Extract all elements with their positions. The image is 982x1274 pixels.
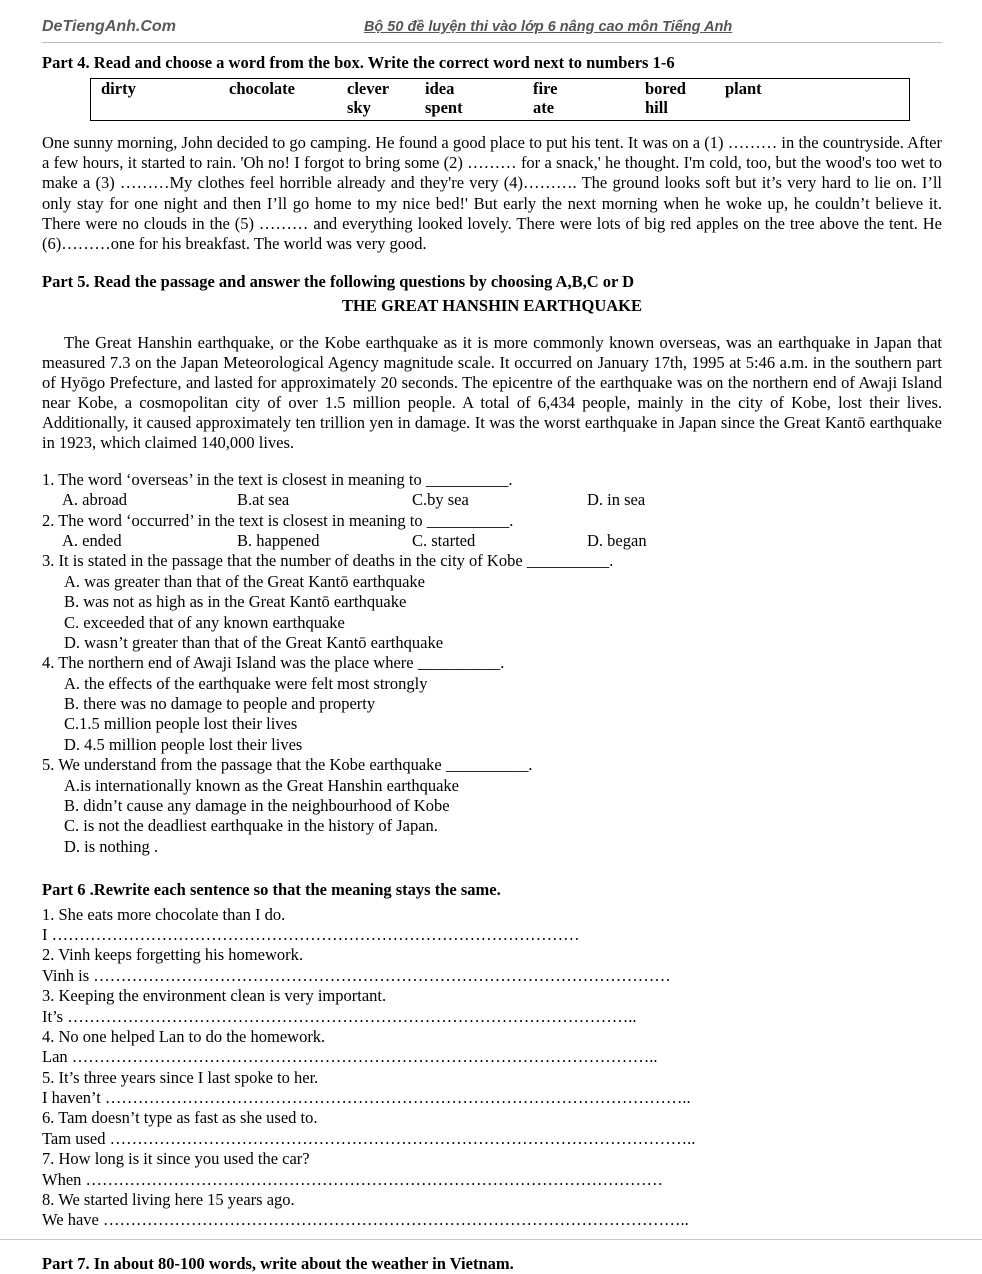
question-5: 5. We understand from the passage that the Kobe earthquake __________. [42, 755, 533, 775]
rewrite-answer-line[interactable]: It’s ………………………………………………………………………………………….. [42, 1006, 637, 1026]
word-item: fire [533, 78, 558, 98]
question-2: 2. The word ‘occurred’ in the text is closest in meaning to __________. [42, 510, 514, 530]
option-b[interactable]: B.at sea [237, 490, 290, 510]
word-bank-row-2 [91, 99, 909, 118]
word-item: sky [347, 97, 371, 117]
part7-heading: Part 7. In about 80-100 words, write about the weather in Vietnam. [42, 1253, 514, 1273]
part5-passage-title: THE GREAT HANSHIN EARTHQUAKE [342, 296, 642, 316]
word-item: dirty [101, 78, 136, 98]
rewrite-prompt: 2. Vinh keeps forgetting his homework. [42, 945, 303, 965]
rewrite-prompt: 4. No one helped Lan to do the homework. [42, 1026, 326, 1046]
rewrite-prompt: 5. It’s three years since I last spoke to her. [42, 1067, 319, 1087]
rewrite-answer-line[interactable]: I haven’t …………………………………………………………………………………………….. [42, 1088, 691, 1108]
option-c[interactable]: C. is not the deadliest earthquake in the history of Japan. [64, 816, 438, 836]
option-b[interactable]: B. there was no damage to people and property [64, 694, 376, 714]
part4-passage: One sunny morning, John decided to go camping. He found a good place to put his tent. It was on a (1) ……… in the countryside. After a few hours, it started to rain. 'Oh no! I forgot to bring some (2) ……… for a snack,' he thought. I'm cold, too, but the wood's too wet to make a (3) ………My clothes feel horrible already and they're very (4)………. The ground looks soft but it’s very hard to lie on. I’ll only stay for one night and then I’ll go home to my nice bed!' But early the next morning when he woke up, he couldn’t believe it. There were no clouds in the (5) ……… and everything looked lovely. There were lots of big red apples on the tree above the tent. He (6)………one for his breakfast. The world was very good. [42, 132, 942, 254]
word-item-empty [725, 99, 805, 118]
footer-divider [0, 1239, 982, 1240]
word-item: chocolate [229, 78, 295, 98]
option-c[interactable]: C.1.5 million people lost their lives [64, 714, 298, 734]
option-a[interactable]: A. ended [62, 531, 122, 551]
option-a[interactable]: A. the effects of the earthquake were felt most strongly [64, 673, 428, 693]
question-4: 4. The northern end of Awaji Island was the place where __________. [42, 653, 505, 673]
word-item: clever [347, 78, 390, 98]
option-d[interactable]: D. 4.5 million people lost their lives [64, 734, 303, 754]
option-a[interactable]: A. was greater than that of the Great Kantō earthquake [64, 571, 426, 591]
question-3: 3. It is stated in the passage that the number of deaths in the city of Kobe __________. [42, 551, 614, 571]
option-b[interactable]: B. happened [237, 531, 320, 551]
option-b[interactable]: B. was not as high as in the Great Kantō earthquake [64, 592, 407, 612]
part4-heading: Part 4. Read and choose a word from the box. Write the correct word next to numbers 1-6 [42, 53, 675, 72]
rewrite-answer-line[interactable]: Lan …………………………………………………………………………………………….. [42, 1047, 658, 1067]
rewrite-answer-line[interactable]: When …………………………………………………………………………………………… [42, 1169, 664, 1189]
rewrite-answer-line[interactable]: Vinh is …………………………………………………………………………………………… [42, 965, 671, 985]
word-item-empty [91, 99, 229, 118]
header-title: Bộ 50 đề luyện thi vào lớp 6 nâng cao môn Tiếng Anh [363, 19, 733, 35]
option-b[interactable]: B. didn’t cause any damage in the neighbourhood of Kobe [64, 795, 450, 815]
rewrite-prompt: 1. She eats more chocolate than I do. [42, 904, 286, 924]
rewrite-answer-line[interactable]: Tam used …………………………………………………………………………………………….. [42, 1128, 696, 1148]
word-bank-row-1 [91, 80, 909, 99]
word-item-empty [229, 99, 347, 118]
option-c[interactable]: C. started [412, 531, 476, 551]
rewrite-prompt: 8. We started living here 15 years ago. [42, 1189, 295, 1209]
option-c[interactable]: C. exceeded that of any known earthquake [64, 612, 345, 632]
site-name: DeTiengAnh.Com [42, 18, 176, 35]
word-item: idea [425, 78, 455, 98]
rewrite-answer-line[interactable]: I …………………………………………………………………………………… [42, 925, 580, 945]
word-item: spent [425, 97, 463, 117]
page-header [42, 18, 942, 43]
option-d[interactable]: D. in sea [587, 490, 646, 510]
option-c[interactable]: C.by sea [412, 490, 469, 510]
word-item: hill [645, 97, 668, 117]
part5-passage: The Great Hanshin earthquake, or the Kobe earthquake as it is more commonly known overseas, was an earthquake in Japan that measured 7.3 on the Japan Meteorological Agency magnitude scale. It occurred on January 17th, 1995 at 5:46 a.m. in the southern part of Hyōgo Prefecture, and lasted for approximately 20 seconds. The epicentre of the earthquake was on the northern end of Awaji Island near Kobe, a cosmopolitan city of over 1.5 million people. A total of 6,434 people, mainly in the city of Kobe, lost their lives. Additionally, it caused approximately ten trillion yen in damage. It was the worst earthquake in Japan since the Great Kantō earthquake in 1923, which claimed 140,000 lives. [42, 332, 942, 453]
question-1-options [42, 490, 942, 510]
option-d[interactable]: D. began [587, 531, 647, 551]
question-1: 1. The word ‘overseas’ in the text is closest in meaning to __________. [42, 469, 513, 489]
word-item: plant [725, 78, 762, 98]
question-2-options [42, 531, 942, 551]
option-d[interactable]: D. is nothing . [64, 836, 158, 856]
option-a[interactable]: A. abroad [62, 490, 128, 510]
option-a[interactable]: A.is internationally known as the Great Hanshin earthquake [64, 775, 459, 795]
rewrite-prompt: 7. How long is it since you used the car? [42, 1149, 310, 1169]
part4-passage-block [42, 133, 942, 255]
part5-heading: Part 5. Read the passage and answer the following questions by choosing A,B,C or D [42, 271, 635, 291]
word-item: bored [645, 78, 686, 98]
option-d[interactable]: D. wasn’t greater than that of the Great Kantō earthquake [64, 632, 444, 652]
part6-heading: Part 6 .Rewrite each sentence so that the meaning stays the same. [42, 880, 501, 900]
rewrite-prompt: 6. Tam doesn’t type as fast as she used to. [42, 1108, 318, 1128]
word-bank-box [90, 78, 910, 121]
rewrite-answer-line[interactable]: We have …………………………………………………………………………………………….. [42, 1210, 689, 1230]
word-item: ate [533, 97, 555, 117]
rewrite-prompt: 3. Keeping the environment clean is very important. [42, 986, 387, 1006]
